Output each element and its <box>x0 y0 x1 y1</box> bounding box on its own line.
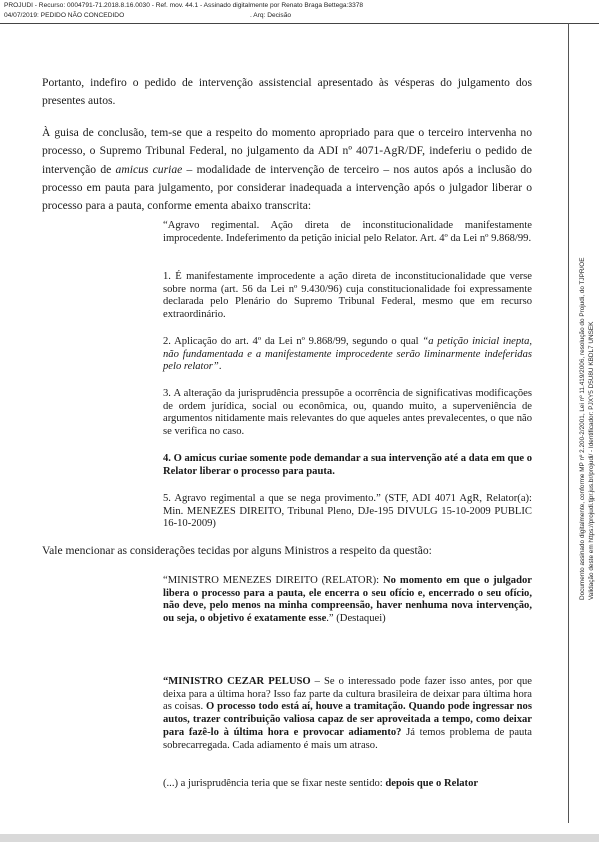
page-bottom-edge <box>0 834 599 842</box>
quote-jurisprudencia: (...) a jurisprudência teria que se fixar neste sentido: depois que o Relator <box>163 778 479 789</box>
quote-ementa-header: “Agravo regimental. Ação direta de inconstitucionalidade manifestamente improcedente. Indeferimento da petição inicial pelo Relator. Art. 4º da Lei nº 9.868/99. <box>163 220 532 244</box>
paragraph-3: Vale mencionar as considerações tecidas por alguns Ministros a respeito da questão: <box>42 544 432 557</box>
quote-item-4: 4. O amicus curiae somente pode demandar a sua intervenção até a data em que o Relator liberar o processo para pauta. <box>163 453 532 477</box>
amicus-curiae-term: amicus curiae <box>115 162 183 176</box>
header-file: . Arq: Decisão <box>250 12 292 19</box>
signature-sidebar <box>579 40 599 600</box>
paragraph-2: À guisa de conclusão, tem-se que a respeito do momento apropriado para que o terceiro intervenha no processo, o Supremo Tribunal Federal, no julgamento da ADI nº 4071-AgR/DF, indeferiu o pedido de intervenção de amicus curiae – modalidade de intervenção de terceiro – nos autos após a inclusão do processo em pauta para julgamento, por considerar inadequada a intervenção após o julgador liberar o processo para a pauta, conforme ementa abaixo transcrita: <box>42 126 532 213</box>
quote-cezar-peluso: “MINISTRO CEZAR PELUSO – Se o interessado pode fazer isso antes, por que deixa para a última hora? Isso faz parte da cultura brasileira de deixar para última hora as coisas. O processo todo está aí, houve a tramitação. Quando pode ingressar nos autos, trazer contribuição valiosa capaz de ser aproveitada a tempo, como deixar para fazê-lo à última hora e provocar adiamento? Já temos problema de pauta sobrecarregada. Cada adiamento é mais um atraso. <box>163 676 532 751</box>
signature-line-1: Documento assinado digitalmente, conforme MP nº 2.200-2/2001, Lei nº 11.419/2006, resolução do Projudi, do TJPR/OE <box>579 257 586 600</box>
margin-divider <box>568 23 569 823</box>
header-divider <box>0 23 599 24</box>
header-line-2 <box>4 12 292 20</box>
quote-item-5: 5. Agravo regimental a que se nega provimento.” (STF, ADI 4071 AgR, Relator(a): Min. MENEZES DIREITO, Tribunal Pleno, DJe-195 DIVULG 15-10-2009 PUBLIC 16-10-2009) <box>163 493 532 530</box>
quote-item-2: 2. Aplicação do art. 4º da Lei nº 9.868/99, segundo o qual “a petição inicial inepta, não fundamentada e a manifestamente improcedente serão liminarmente indeferidas pelo relator”. <box>163 336 533 373</box>
paragraph-1: Portanto, indefiro o pedido de intervenção assistencial apresentado às vésperas do julgamento dos presentes autos. <box>42 76 532 108</box>
quote-menezes-direito: “MINISTRO MENEZES DIREITO (RELATOR): No momento em que o julgador libera o processo para a pauta, ele encerra o seu ofício e, encerrado o seu ofício, não deve, pelo menos na minha compreensão, haver nenhuma nova intervenção, ou seja, o objetivo é exatamente esse.” (Destaquei) <box>163 575 532 625</box>
header-line-1: PROJUDI - Recurso: 0004791-71.2018.8.16.0030 - Ref. mov. 44.1 - Assinado digitalmente por Renato Braga Bettega:3378 <box>4 2 364 9</box>
signature-line-2: Validação deste em https://projudi.tjpr.jus.br/projudi/ - Identificador: PJXY5 D5U8U KBDL7 UNSEK <box>587 321 595 600</box>
header-status: 04/07/2019: PEDIDO NÃO CONCEDIDO <box>4 12 125 19</box>
quote-item-3: 3. A alteração da jurisprudência pressupõe a ocorrência de significativas modificações de ordem jurídica, social ou econômica, ou, quando muito, a superveniência de argumentos nitidamente mais relevantes do que aqueles antes prevalecentes, o que não se verifica no caso. <box>163 388 532 438</box>
quote-item-1: 1. É manifestamente improcedente a ação direta de inconstitucionalidade que verse sobre norma (art. 56 da Lei nº 9.430/96) cuja constitucionalidade foi expressamente declarada pelo Plenário do Supremo Tribunal Federal, mesmo que em recurso extraordinário. <box>163 271 532 321</box>
